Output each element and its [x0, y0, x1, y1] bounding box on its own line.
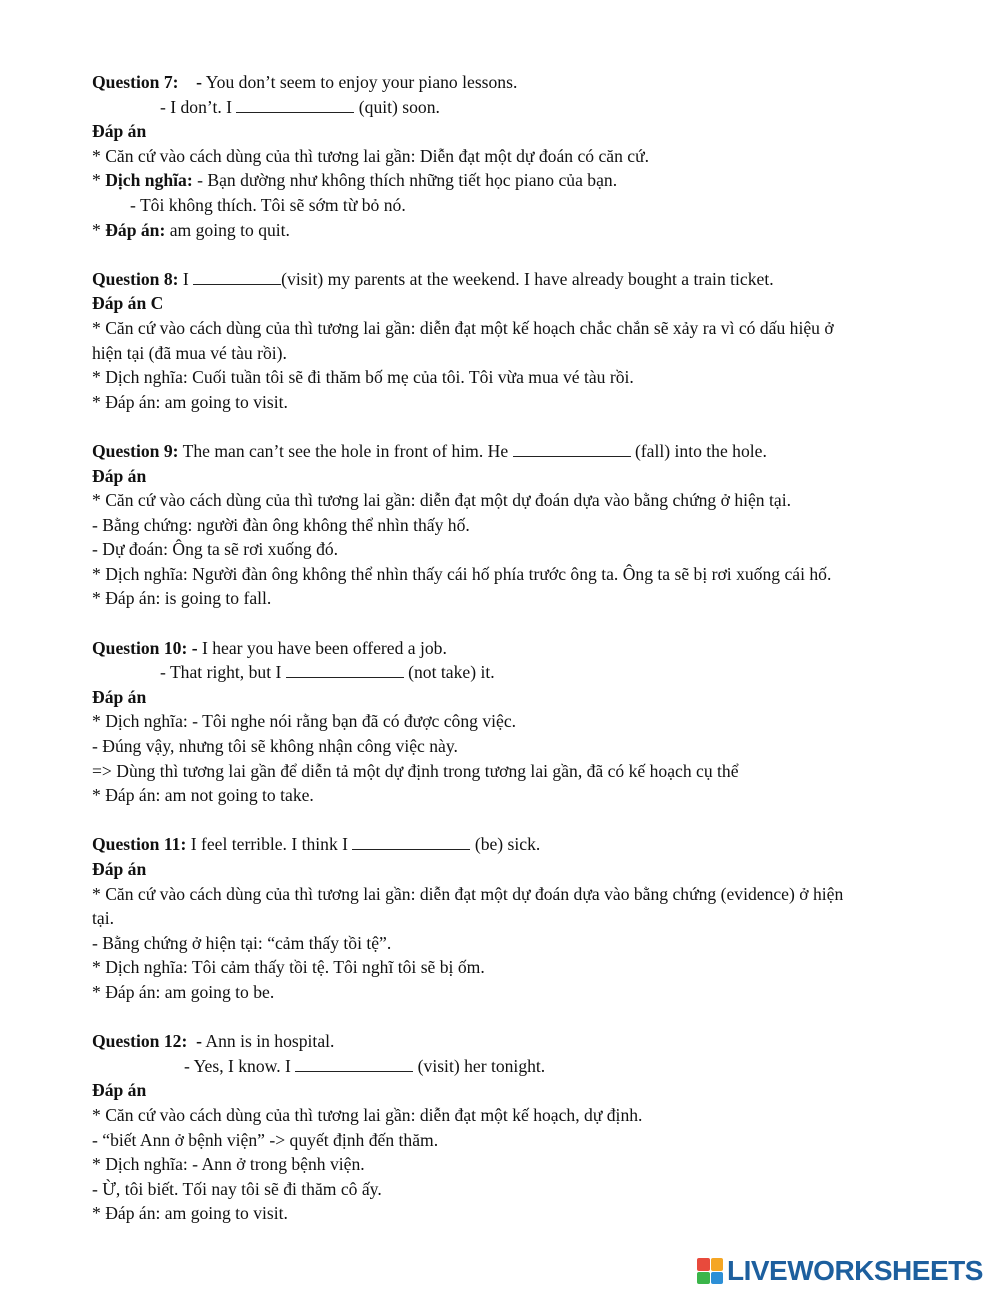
question-10-prompt — [92, 636, 932, 661]
question-text: (visit) her tonight. — [413, 1055, 546, 1076]
answer-line: * Đáp án: am going to visit. — [92, 1203, 288, 1224]
explanation-line: * Căn cứ vào cách dùng của thì tương lai gần: diễn đạt một dự đoán dựa vào bằng chứng ở hiện tại. — [92, 490, 791, 511]
question-text: I feel terrible. I think I — [186, 834, 353, 855]
explanation-line: - “biết Ann ở bệnh viện” -> quyết định đến thăm. — [92, 1129, 439, 1150]
bullet: * — [92, 219, 106, 240]
question-text: Ann is in hospital. — [201, 1031, 335, 1052]
answer-heading: Đáp án — [92, 465, 147, 486]
question-label: Question 9: — [92, 440, 179, 461]
answer-heading: Đáp án — [92, 686, 147, 707]
question-label: Question 7: — [92, 72, 179, 92]
explanation-line: * Dịch nghĩa: - Ann ở trong bệnh viện. — [92, 1154, 365, 1175]
question-12-prompt — [92, 1029, 932, 1054]
explanation-line: * Căn cứ vào cách dùng của thì tương lai gần: diễn đạt một dự đoán dựa vào bằng chứng (evidence) ở hiện — [92, 883, 844, 904]
answer-blank[interactable] — [193, 270, 281, 285]
answer-blank[interactable] — [286, 663, 404, 678]
question-label: Question 10: - — [92, 637, 198, 658]
answer-heading: Đáp án — [92, 121, 147, 142]
question-text: (quit) soon. — [354, 96, 440, 117]
answer-heading: Đáp án C — [92, 293, 164, 314]
answer-blank[interactable] — [236, 98, 354, 113]
explanation-line: * Căn cứ vào cách dùng của thì tương lai gần: diễn đạt một kế hoạch, dự định. — [92, 1104, 643, 1125]
logo-tile — [711, 1258, 724, 1271]
dialog-dash: - — [196, 1031, 202, 1052]
answer-blank[interactable] — [352, 835, 470, 850]
answer-line: * Đáp án: am not going to take. — [92, 785, 314, 806]
question-text: The man can’t see the hole in front of him. He — [178, 440, 513, 461]
answer-line: * Đáp án: am going to visit. — [92, 391, 288, 412]
question-text: You don’t seem to enjoy your piano lessons. — [201, 72, 518, 92]
worksheet-page — [92, 70, 932, 1226]
translation-text: - Bạn dường như không thích những tiết học piano của bạn. — [192, 170, 618, 191]
explanation-line: * Căn cứ vào cách dùng của thì tương lai gần: Diễn đạt một dự đoán có căn cứ. — [92, 145, 650, 166]
explanation-line: - Dự đoán: Ông ta sẽ rơi xuống đó. — [92, 539, 339, 560]
question-text: (visit) my parents at the weekend. I have already bought a train ticket. — [281, 268, 774, 289]
question-text: (be) sick. — [470, 834, 541, 855]
explanation-line: tại. — [92, 908, 114, 929]
explanation-line: * Căn cứ vào cách dùng của thì tương lai gần: diễn đạt một kế hoạch chắc chắn sẽ xảy ra vì có dấu hiệu ở — [92, 317, 834, 338]
logo-tile — [711, 1272, 724, 1285]
question-text: (not take) it. — [403, 662, 495, 683]
explanation-line: - Đúng vậy, nhưng tôi sẽ không nhận công việc này. — [92, 736, 458, 757]
question-10-line-2 — [92, 660, 932, 685]
question-text: - That right, but I — [160, 662, 286, 683]
question-12-line-2 — [92, 1054, 932, 1079]
question-7-line-2 — [92, 95, 932, 120]
liveworksheets-logo-text: LIVEWORKSHEETS — [727, 1255, 983, 1286]
explanation-line: - Bằng chứng ở hiện tại: “cảm thấy tồi tệ”. — [92, 932, 392, 953]
answer-blank[interactable] — [513, 442, 631, 457]
explanation-line: * Dịch nghĩa: Cuối tuần tôi sẽ đi thăm bố mẹ của tôi. Tôi vừa mua vé tàu rồi. — [92, 367, 634, 388]
explanation-line: => Dùng thì tương lai gần để diễn tả một dự định trong tương lai gần, đã có kế hoạch cụ thể — [92, 760, 739, 781]
explanation-line: * Dịch nghĩa: - Tôi nghe nói rằng bạn đã có được công việc. — [92, 711, 517, 732]
logo-tile — [697, 1272, 710, 1285]
translation-label: Dịch nghĩa: — [105, 170, 193, 191]
question-text: - I don’t. I — [160, 96, 237, 117]
answer-line: * Đáp án: is going to fall. — [92, 588, 272, 609]
explanation-line: hiện tại (đã mua vé tàu rồi). — [92, 342, 287, 363]
question-text: I hear you have been offered a job. — [197, 637, 447, 658]
dialog-dash: - — [196, 72, 202, 92]
explanation-line — [92, 168, 932, 193]
answer-text: am going to quit. — [165, 219, 290, 240]
answer-heading: Đáp án — [92, 859, 147, 879]
explanation-line: - Ừ, tôi biết. Tối nay tôi sẽ đi thăm cô ấy. — [92, 1178, 382, 1199]
question-7-prompt — [92, 70, 932, 95]
explanation-line: - Bằng chứng: người đàn ông không thể nhìn thấy hố. — [92, 514, 470, 535]
answer-blank[interactable] — [295, 1057, 413, 1072]
question-label: Question 11: — [92, 834, 187, 855]
question-label: Question 12: — [92, 1031, 188, 1052]
question-label: Question 8: — [92, 268, 179, 289]
question-11-prompt — [92, 832, 932, 857]
liveworksheets-logo — [697, 1256, 983, 1286]
question-9-prompt — [92, 439, 932, 464]
question-text: (fall) into the hole. — [630, 440, 767, 461]
logo-tile — [697, 1258, 710, 1271]
answer-line — [92, 218, 932, 243]
question-text: - Yes, I know. I — [184, 1055, 296, 1076]
explanation-line: - Tôi không thích. Tôi sẽ sớm từ bỏ nó. — [130, 194, 406, 215]
bullet: * — [92, 170, 106, 191]
explanation-line: * Dịch nghĩa: Người đàn ông không thể nhìn thấy cái hố phía trước ông ta. Ông ta sẽ bị rơi xuống cái hố. — [92, 563, 832, 584]
answer-label: Đáp án: — [105, 219, 166, 240]
question-text: I — [178, 268, 194, 289]
liveworksheets-logo-icon — [697, 1258, 723, 1284]
question-8-prompt — [92, 267, 932, 292]
answer-heading: Đáp án — [92, 1080, 147, 1101]
explanation-line: * Dịch nghĩa: Tôi cảm thấy tồi tệ. Tôi nghĩ tôi sẽ bị ốm. — [92, 957, 485, 978]
answer-line: * Đáp án: am going to be. — [92, 981, 275, 1002]
